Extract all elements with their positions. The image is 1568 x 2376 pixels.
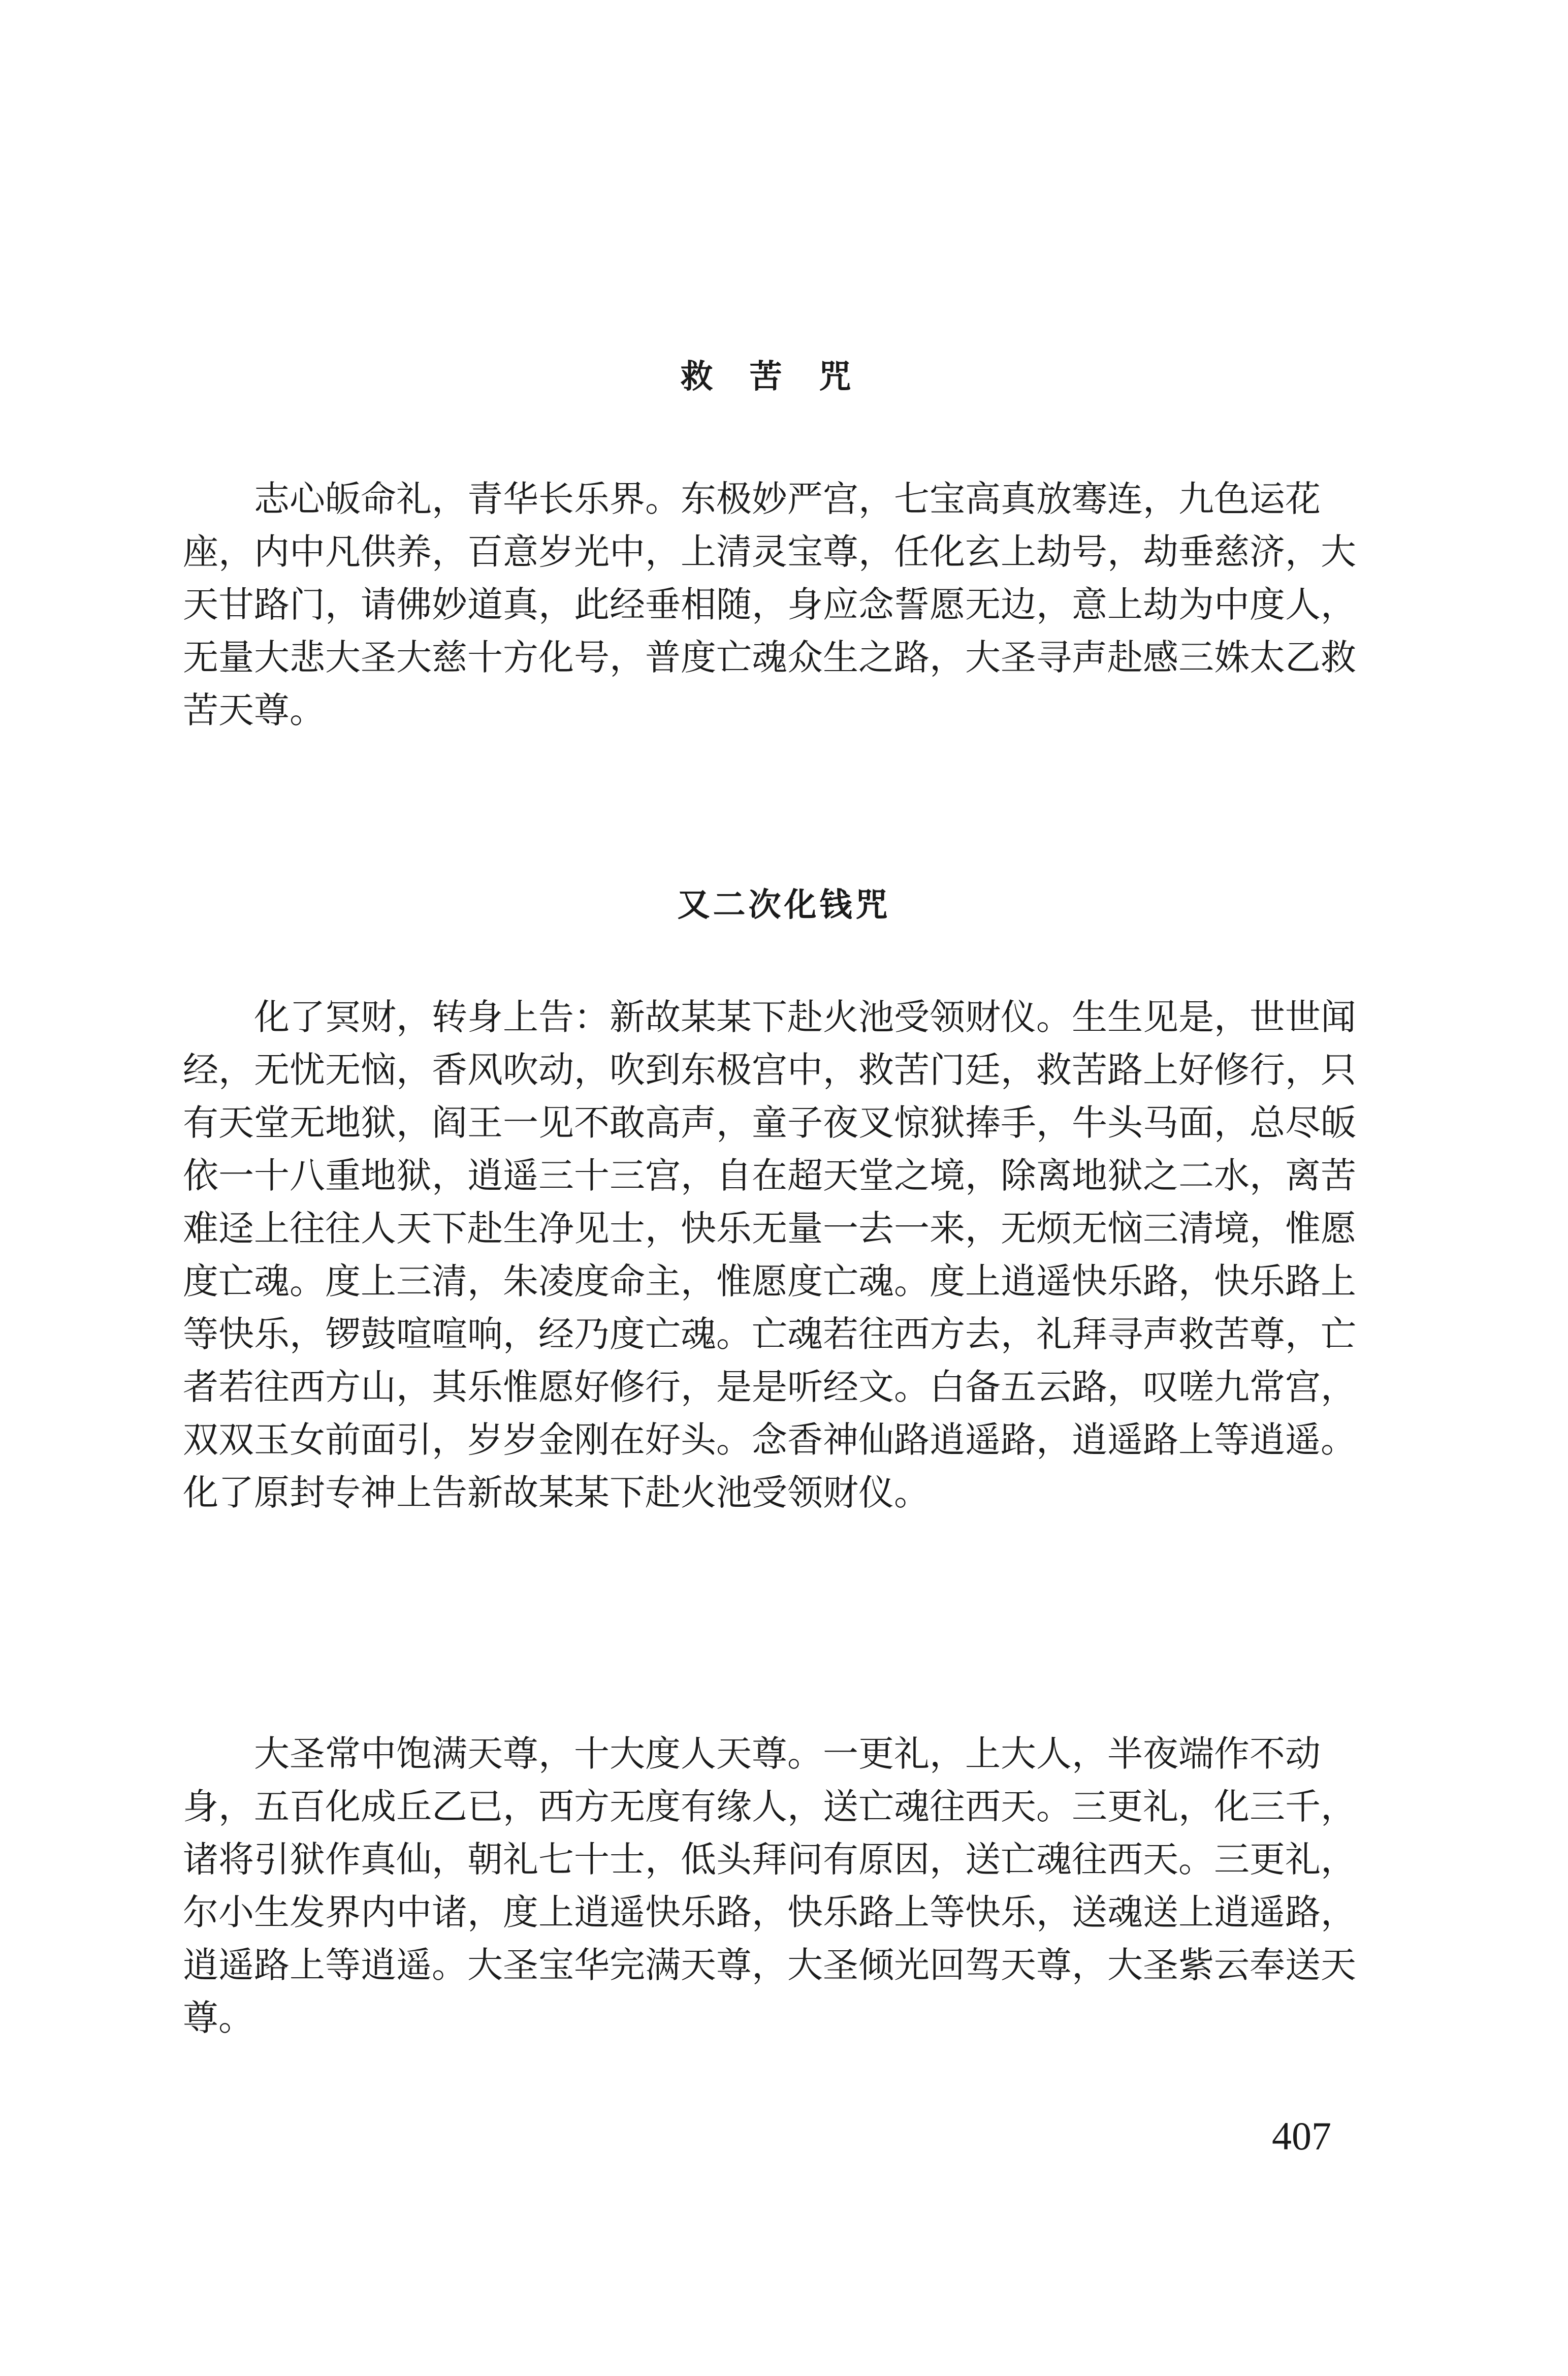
page-number: 407	[1272, 2114, 1331, 2158]
paragraph-huaqian-2: 大圣常中饱满天尊，十大度人天尊。一更礼，上大人，半夜端作不动身，五百化成丘乙已，西方无度有缘人，送亡魂往西天。三更礼，化三千，诸将引狱作真仙，朝礼七十士，低头拜问有原因，送亡魂往西天。三更礼，尔小生发界内中诸，度上逍遥快乐路，快乐路上等快乐，送魂送上逍遥路，逍遥路上等逍遥。大圣宝华完满天尊，大圣倾光回驾天尊，大圣紫云奉送天尊。	[183, 1733, 1356, 2039]
section-title-huaqian: 又二次化钱咒	[677, 886, 891, 924]
paragraph-huaqian-1: 化了冥财，转身上告：新故某某下赴火池受领财仪。生生见是，世世闻经，无忧无恼，香风吹动，吹到东极宫中，救苦门廷，救苦路上好修行，只有天堂无地狱，阎王一见不敢高声，童子夜叉惊狱捧手，牛头马面，总尽皈依一十八重地狱，逍遥三十三宫，自在超天堂之境，除离地狱之二水，离苦难迳上往往人天下赴生净见士，快乐无量一去一来，无烦无恼三清境，惟愿度亡魂。度上三清，朱凌度命主，惟愿度亡魂。度上逍遥快乐路，快乐路上等快乐，锣鼓喧喧响，经乃度亡魂。亡魂若往西方去，礼拜寻声救苦尊，亡者若往西方山，其乐惟愿好修行，是是听经文。白备五云路，叹嗟九常宫，双双玉女前面引，岁岁金刚在好头。念香神仙路逍遥路，逍遥路上等逍遥。化了原封专神上告新故某某下赴火池受领财仪。	[183, 996, 1356, 1513]
paragraph-jiuku: 志心皈命礼，青华长乐界。东极妙严宫，七宝高真放骞连，九色运花座，内中凡供养，百意岁光中，上清灵宝尊，任化玄上劫号，劫垂慈济，大天甘路门，请佛妙道真，此经垂相随，身应念誓愿无边，意上劫为中度人，无量大悲大圣大慈十方化号，普度亡魂众生之路，大圣寻声赴感三姝太乙救苦天尊。	[183, 478, 1356, 731]
section-title-jiuku: 救苦咒	[680, 358, 888, 396]
